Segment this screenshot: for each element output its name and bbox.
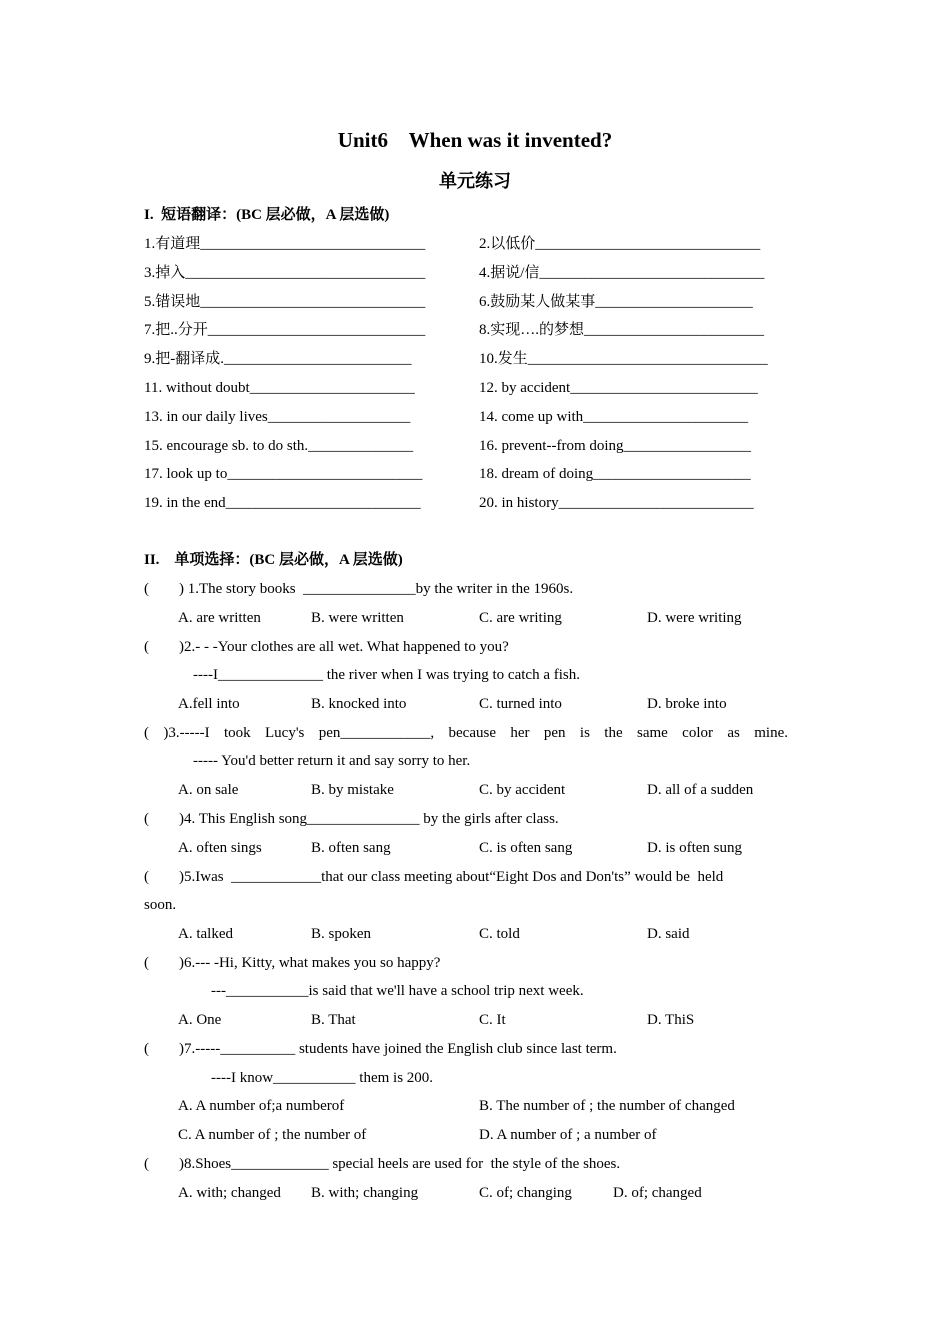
answer-option: A. are written xyxy=(178,610,261,626)
translation-item: 18. dream of doing_____________________ xyxy=(479,466,751,482)
section-heading-choice: II. 单项选择：(BC 层必做，A 层选做) xyxy=(144,552,403,568)
question-text: ( )4. This English song_______________ by the girls after class. xyxy=(144,811,559,827)
answer-option: A. A number of;a numberof xyxy=(178,1098,345,1114)
question-text: ( )7.-----__________ students have joined the English club since last term. xyxy=(144,1041,617,1057)
translation-item: 12. by accident_________________________ xyxy=(479,380,758,396)
translation-item: 11. without doubt______________________ xyxy=(144,380,415,396)
question-text: ( ) 1.The story books _______________by the writer in the 1960s. xyxy=(144,581,574,597)
question-text: ( )8.Shoes_____________ special heels are used for the style of the shoes. xyxy=(144,1156,621,1172)
answer-option: C. turned into xyxy=(479,696,562,712)
answer-option: A. talked xyxy=(178,926,233,942)
answer-option: C. of; changing xyxy=(479,1185,572,1201)
answer-option: C. by accident xyxy=(479,782,566,798)
question-text: ( )3.-----I took Lucy's pen____________, because her pen is the same color as mine. xyxy=(144,725,788,741)
translation-item: 14. come up with______________________ xyxy=(479,409,749,425)
translation-item: 20. in history__________________________ xyxy=(479,495,754,511)
answer-option: D. were writing xyxy=(647,610,742,626)
translation-item: 13. in our daily lives___________________ xyxy=(144,409,411,425)
question-text: ( )2.- - -Your clothes are all wet. What happened to you? xyxy=(144,639,509,655)
question-response: ----- You'd better return it and say sorry to her. xyxy=(193,753,471,769)
answer-option: A. One xyxy=(178,1012,222,1028)
answer-option: D. A number of ; a number of xyxy=(479,1127,657,1143)
answer-option: D. broke into xyxy=(647,696,727,712)
answer-option: D. of; changed xyxy=(613,1185,702,1201)
answer-option: A. often sings xyxy=(178,840,262,856)
translation-item: 15. encourage sb. to do sth.______________ xyxy=(144,438,414,454)
answer-option: A. on sale xyxy=(178,782,239,798)
translation-item: 3.掉入________________________________ xyxy=(144,265,426,281)
question-text: soon. xyxy=(144,897,177,913)
translation-item: 10.发生________________________________ xyxy=(479,351,768,367)
answer-option: D. is often sung xyxy=(647,840,742,856)
question-text: ( )5.Iwas ____________that our class meeting about“Eight Dos and Don'ts” would be held xyxy=(144,869,724,885)
translation-item: 8.实现….的梦想________________________ xyxy=(479,322,765,338)
answer-option: C. is often sang xyxy=(479,840,573,856)
translation-item: 2.以低价______________________________ xyxy=(479,236,761,252)
answer-option: B. That xyxy=(311,1012,356,1028)
question-text: ( )6.--- -Hi, Kitty, what makes you so happy? xyxy=(144,955,441,971)
translation-item: 1.有道理______________________________ xyxy=(144,236,426,252)
answer-option: B. often sang xyxy=(311,840,391,856)
answer-option: B. were written xyxy=(311,610,404,626)
translation-item: 5.错误地______________________________ xyxy=(144,294,426,310)
translation-item: 4.据说/信______________________________ xyxy=(479,265,765,281)
section-heading-translation: I. 短语翻译：(BC 层必做，A 层选做) xyxy=(144,207,390,223)
answer-option: B. The number of ; the number of changed xyxy=(479,1098,735,1114)
answer-option: B. knocked into xyxy=(311,696,407,712)
answer-option: D. ThiS xyxy=(647,1012,695,1028)
translation-item: 16. prevent--from doing_________________ xyxy=(479,438,752,454)
answer-option: A.fell into xyxy=(178,696,240,712)
question-response: ---___________is said that we'll have a school trip next week. xyxy=(211,983,584,999)
answer-option: C. A number of ; the number of xyxy=(178,1127,367,1143)
answer-option: B. by mistake xyxy=(311,782,394,798)
answer-option: C. told xyxy=(479,926,520,942)
answer-option: B. spoken xyxy=(311,926,371,942)
translation-item: 9.把-翻译成._________________________ xyxy=(144,351,412,367)
answer-option: D. all of a sudden xyxy=(647,782,754,798)
answer-option: D. said xyxy=(647,926,690,942)
translation-item: 7.把..分开_____________________________ xyxy=(144,322,426,338)
translation-item: 17. look up to__________________________ xyxy=(144,466,423,482)
page-subtitle: 单元练习 xyxy=(439,171,511,191)
answer-option: C. are writing xyxy=(479,610,562,626)
question-response: ----I______________ the river when I was trying to catch a fish. xyxy=(193,667,580,683)
answer-option: A. with; changed xyxy=(178,1185,281,1201)
answer-option: B. with; changing xyxy=(311,1185,419,1201)
question-response: ----I know___________ them is 200. xyxy=(211,1070,434,1086)
page-title: Unit6 When was it invented? xyxy=(337,128,613,152)
translation-item: 19. in the end__________________________ xyxy=(144,495,421,511)
answer-option: C. It xyxy=(479,1012,506,1028)
translation-item: 6.鼓励某人做某事_____________________ xyxy=(479,294,753,310)
